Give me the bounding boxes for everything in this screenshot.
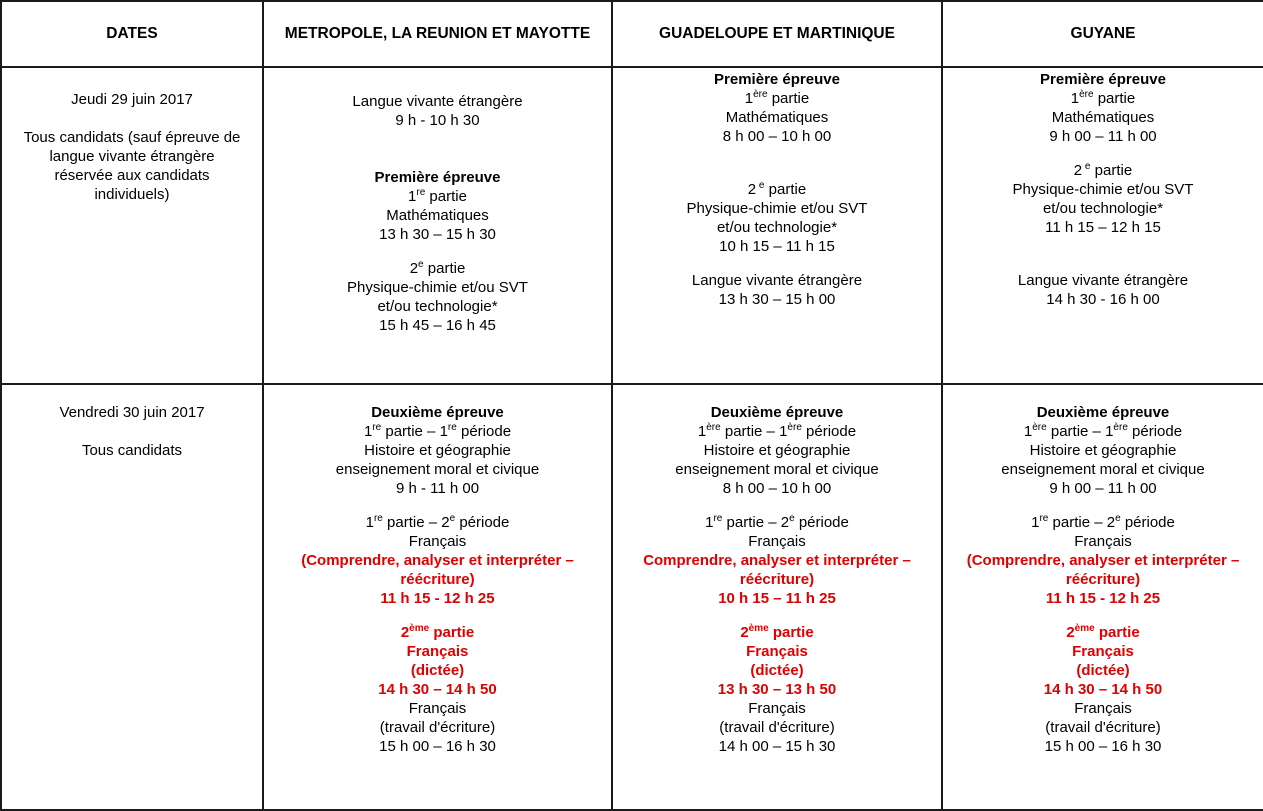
time: 11 h 15 – 12 h 15 [1045, 219, 1161, 236]
day-row-friday [1, 384, 1263, 810]
epreuve2-block-b [613, 513, 941, 608]
part-label [943, 513, 1263, 532]
subject: enseignement moral et civique [1001, 461, 1205, 478]
part-word: partie [768, 624, 814, 641]
part-sup: ère [1032, 422, 1047, 433]
red-time: 11 h 15 - 12 h 25 [380, 590, 495, 607]
part-label [264, 623, 611, 642]
red-detail: Comprendre, analyser et interpréter – [643, 552, 911, 569]
part-num: 1 [705, 514, 714, 531]
part-label [943, 623, 1263, 642]
part-end: période [1127, 423, 1183, 440]
epreuve2-block-a [613, 403, 941, 498]
epreuve-title: Deuxième épreuve [710, 404, 844, 421]
part-word: partie [764, 181, 807, 198]
epreuve1-block [943, 70, 1263, 146]
cell-metropole-thursday [263, 67, 612, 384]
time: 14 h 00 – 15 h 30 [718, 738, 836, 755]
part-sup: e [449, 513, 456, 524]
lv-label: Langue vivante étrangère [1017, 272, 1189, 289]
part-num: 2 [1073, 162, 1083, 179]
part-sup: ème [1074, 623, 1095, 634]
subject: Français [1074, 533, 1132, 550]
subject: Français [408, 700, 467, 717]
subject: et/ou technologie* [1042, 200, 1164, 217]
epreuve1-block [613, 70, 941, 146]
part-sup: re [713, 513, 723, 524]
lv-label: Langue vivante étrangère [691, 272, 863, 289]
epreuve2-block-a [943, 403, 1263, 498]
part-mid: partie – 2 [382, 514, 450, 531]
epreuve-title: Première épreuve [374, 169, 501, 186]
part-sup: ère [753, 89, 768, 100]
header-dates: DATES [1, 1, 263, 67]
subject: Français [1072, 643, 1134, 660]
part-end: période [455, 514, 510, 531]
part-label [943, 161, 1263, 180]
epreuve2-block-a [264, 403, 611, 498]
part-word: partie [767, 90, 810, 107]
header-guyane: GUYANE [942, 1, 1263, 67]
candidates-note: Tous candidats (sauf épreuve de [23, 129, 241, 146]
part-sup: re [447, 422, 457, 433]
candidates-note: Tous candidats [81, 442, 183, 459]
part-word: partie [1093, 90, 1136, 107]
part-sup: re [1039, 513, 1049, 524]
lv-time: 9 h - 10 h 30 [395, 112, 480, 129]
part-label [264, 187, 611, 206]
lv-label: Langue vivante étrangère [352, 93, 523, 110]
time: 9 h 00 – 11 h 00 [1049, 128, 1157, 145]
part-label [264, 513, 611, 532]
date-label: Vendredi 30 juin 2017 [59, 404, 205, 421]
subject: Français [408, 533, 467, 550]
detail: (dictée) [410, 662, 465, 679]
part-sup: ère [787, 422, 802, 433]
part-num: 1 [365, 514, 374, 531]
part-label [613, 89, 941, 108]
cell-guyane-thursday [942, 67, 1263, 384]
epreuve2-block-c [943, 623, 1263, 699]
part-num: 1 [408, 188, 417, 205]
part-num: 1 [1031, 514, 1040, 531]
subject: et/ou technologie* [377, 298, 498, 315]
red-detail: réécriture) [400, 571, 475, 588]
part-label [943, 422, 1263, 441]
part-end: période [794, 514, 849, 531]
epreuve-title: Première épreuve [714, 71, 840, 88]
time: 15 h 00 – 16 h 30 [1044, 738, 1162, 755]
lv-block [943, 271, 1263, 309]
epreuve2-block-d [943, 699, 1263, 756]
subject: Français [748, 700, 806, 717]
part-num: 2 [409, 260, 419, 277]
part-label [613, 422, 941, 441]
part-word: partie [1090, 162, 1133, 179]
part-sup: ère [1113, 422, 1128, 433]
epreuve1-block [264, 168, 611, 244]
part-word: partie [425, 188, 467, 205]
part2-block [943, 161, 1263, 237]
time: 15 h 00 – 16 h 30 [379, 738, 496, 755]
part2-block [264, 259, 611, 335]
subject: Français [1074, 700, 1132, 717]
date-cell-thursday [1, 67, 263, 384]
subject: Mathématiques [386, 207, 489, 224]
lv-block [613, 271, 941, 309]
part-word: partie [1094, 624, 1140, 641]
part-end: période [1120, 514, 1175, 531]
part-num: 2 [740, 624, 749, 641]
cell-guyane-friday [942, 384, 1263, 810]
part-mid: partie – 1 [1046, 423, 1114, 440]
epreuve-title: Deuxième épreuve [371, 404, 504, 421]
part-word: partie [423, 260, 466, 277]
time: 8 h 00 – 10 h 00 [722, 480, 832, 497]
date-label: Jeudi 29 juin 2017 [71, 91, 193, 108]
subject: Physique-chimie et/ou SVT [686, 200, 868, 217]
subject: Physique-chimie et/ou SVT [347, 279, 528, 296]
header-guadeloupe: GUADELOUPE ET MARTINIQUE [612, 1, 942, 67]
cell-guadeloupe-friday [612, 384, 942, 810]
time: 8 h 00 – 10 h 00 [722, 128, 832, 145]
part-sup: ère [1079, 89, 1094, 100]
part-label [943, 89, 1263, 108]
red-time: 11 h 15 - 12 h 25 [1045, 590, 1161, 607]
part-num: 1 [363, 423, 373, 440]
candidates-note: réservée aux candidats [54, 167, 210, 184]
part-sup: e [418, 259, 424, 270]
subject: Histoire et géographie [703, 442, 851, 459]
time: 15 h 45 – 16 h 45 [379, 317, 496, 334]
date-cell-friday [1, 384, 263, 810]
time: 14 h 30 – 14 h 50 [1043, 681, 1163, 698]
part-num: 2 [1066, 624, 1075, 641]
part-label [613, 513, 941, 532]
part-num: 2 [400, 624, 410, 641]
part-sup: re [416, 187, 426, 198]
red-detail: réécriture) [739, 571, 815, 588]
time: 9 h - 11 h 00 [395, 480, 480, 497]
part-mid: partie – 1 [720, 423, 788, 440]
part-mid: partie – 2 [1048, 514, 1116, 531]
part-label [264, 259, 611, 278]
part-mid: partie – 1 [381, 423, 448, 440]
cell-guadeloupe-thursday [612, 67, 942, 384]
subject: Français [748, 533, 806, 550]
detail: (dictée) [750, 662, 804, 679]
red-detail: (Comprendre, analyser et interpréter – [301, 552, 574, 569]
candidates-note: individuels) [94, 186, 170, 203]
subject: Mathématiques [725, 109, 829, 126]
part-num: 1 [697, 423, 707, 440]
part-end: période [456, 423, 512, 440]
epreuve2-block-c [613, 623, 941, 699]
subject: enseignement moral et civique [335, 461, 540, 478]
lv-time: 13 h 30 – 15 h 00 [718, 291, 836, 308]
red-time: 10 h 15 – 11 h 25 [718, 590, 836, 607]
subject: enseignement moral et civique [675, 461, 879, 478]
part-num: 1 [1070, 90, 1080, 107]
subject: Physique-chimie et/ou SVT [1012, 181, 1194, 198]
part-mid: partie – 2 [722, 514, 790, 531]
subject: Mathématiques [1051, 109, 1155, 126]
subject: Histoire et géographie [364, 442, 511, 459]
red-detail: (Comprendre, analyser et interpréter – [966, 552, 1240, 569]
epreuve2-block-d [613, 699, 941, 756]
part-label [613, 180, 941, 199]
detail: (dictée) [1076, 662, 1130, 679]
part-label [264, 422, 611, 441]
time: 9 h 00 – 11 h 00 [1049, 480, 1157, 497]
red-detail: réécriture) [1065, 571, 1141, 588]
part-sup: ème [748, 623, 769, 634]
detail: (travail d'écriture) [719, 719, 835, 736]
part-sup: ème [409, 623, 430, 634]
part-word: partie [429, 624, 475, 641]
part-sup: e [1082, 161, 1091, 172]
lv-block [264, 92, 611, 130]
epreuve2-block-b [943, 513, 1263, 608]
part-end: période [801, 423, 857, 440]
candidates-note: langue vivante étrangère [49, 148, 215, 165]
time: 14 h 30 – 14 h 50 [378, 681, 497, 698]
subject: et/ou technologie* [716, 219, 838, 236]
subject: Français [406, 643, 469, 660]
part-sup: ère [706, 422, 721, 433]
detail: (travail d'écriture) [379, 719, 496, 736]
subject: Français [746, 643, 808, 660]
epreuve2-block-d [264, 699, 611, 756]
header-row [1, 1, 1263, 67]
day-row-thursday [1, 67, 1263, 384]
time: 13 h 30 – 13 h 50 [717, 681, 837, 698]
epreuve-title: Deuxième épreuve [1036, 404, 1170, 421]
time: 13 h 30 – 15 h 30 [379, 226, 496, 243]
header-metropole: METROPOLE, LA REUNION ET MAYOTTE [263, 1, 612, 67]
detail: (travail d'écriture) [1045, 719, 1161, 736]
part-num: 1 [1023, 423, 1033, 440]
lv-time: 14 h 30 - 16 h 00 [1046, 291, 1160, 308]
time: 10 h 15 – 11 h 15 [719, 238, 835, 255]
part-sup: e [756, 180, 765, 191]
epreuve2-block-b [264, 513, 611, 608]
subject: Histoire et géographie [1029, 442, 1177, 459]
part-sup: e [789, 513, 795, 524]
part-num: 1 [744, 90, 754, 107]
epreuve2-block-c [264, 623, 611, 699]
part-sup: e [1115, 513, 1121, 524]
part-sup: re [372, 422, 382, 433]
part-label [613, 623, 941, 642]
cell-metropole-friday [263, 384, 612, 810]
part-num: 2 [747, 181, 757, 198]
part-sup: re [373, 513, 383, 524]
epreuve-title: Première épreuve [1040, 71, 1166, 88]
part2-block [613, 180, 941, 256]
